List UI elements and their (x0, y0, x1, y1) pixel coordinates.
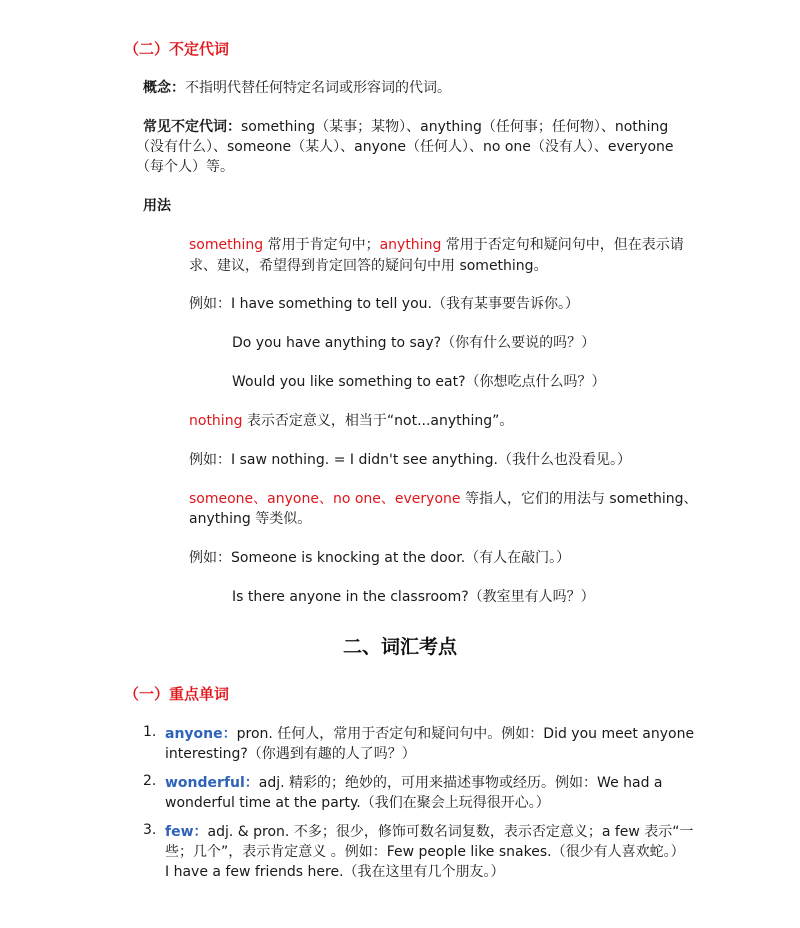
common-pronouns-text-1: something（某事；某物）、anything（任何事；任何物）、nothing (241, 119, 669, 135)
list-item-anyone-line-1 (165, 724, 694, 744)
example-label: 例如： (189, 296, 231, 312)
list-item-wonderful-line-2: wonderful time at the party.（我们在聚会上玩得很开心。） (165, 795, 550, 811)
list-number: 2. (143, 773, 157, 789)
rule-text-2: 常用于否定句和疑问句中，但在表示请 (441, 237, 684, 253)
vocab-word: few (165, 824, 194, 840)
keyword-anything: anything (379, 237, 442, 253)
section-heading-indefinite-pronouns: （二）不定代词 (124, 40, 230, 58)
concept-paragraph (143, 78, 451, 98)
vocab-definition: adj. 精彩的；绝妙的，可用来描述事物或经历。例如：We had a (258, 775, 663, 791)
common-pronouns-label: 常见不定代词： (143, 119, 241, 135)
section-title-vocabulary: 二、词汇考点 (342, 636, 457, 658)
sub-heading-key-words: （一）重点单词 (124, 685, 230, 703)
example-label: 例如： (189, 452, 231, 468)
common-pronouns-line-2: （没有什么）、someone（某人）、anyone（任何人）、no one（没有人）、everyone (136, 139, 674, 155)
vocab-colon: ： (244, 775, 259, 791)
example-2 (189, 450, 631, 470)
rule-text-1: 常用于肯定句中； (263, 237, 380, 253)
list-item-few-line-1 (165, 822, 694, 842)
vocab-word: anyone (165, 726, 223, 742)
keyword-something: something (189, 237, 264, 253)
rule-nothing-text: 表示否定意义，相当于“not...anything”。 (242, 413, 514, 429)
concept-label: 概念： (143, 80, 185, 96)
rule-people-pronouns-line-2: anything 等类似。 (189, 511, 312, 527)
list-item-wonderful-line-1 (165, 773, 663, 793)
example-3-line-1 (189, 548, 570, 568)
usage-label: 用法 (143, 198, 171, 214)
list-item-few-line-2: 些；几个”，表示肯定意义 。例如：Few people like snakes.（很少有人喜欢蛇。） (165, 844, 685, 860)
example-sentence: I saw nothing. = I didn't see anything.（我什么也没看见。） (231, 452, 631, 468)
list-item-few-line-3: I have a few friends here.（我在这里有几个朋友。） (165, 864, 505, 880)
keyword-people-pronouns: someone、anyone、no one、everyone (189, 491, 461, 507)
example-sentence: Someone is knocking at the door.（有人在敲门。） (231, 550, 571, 566)
concept-text: 不指明代替任何特定名词或形容词的代词。 (185, 80, 451, 96)
rule-something-anything-line-2: 求、建议，希望得到肯定回答的疑问句中用 something。 (189, 258, 548, 274)
example-3-line-2: Is there anyone in the classroom?（教室里有人吗？） (232, 589, 595, 605)
example-1-line-1 (189, 294, 579, 314)
vocab-colon: ： (222, 726, 237, 742)
example-sentence: I have something to tell you.（我有某事要告诉你。） (231, 296, 579, 312)
vocab-definition: pron. 任何人，常用于否定句和疑问句中。例如：Did you meet anyone (236, 726, 695, 742)
example-label: 例如： (189, 550, 231, 566)
list-number: 1. (143, 724, 157, 740)
common-pronouns-line-3: （每个人）等。 (136, 159, 234, 175)
rule-nothing (189, 411, 513, 431)
common-pronouns-line-1 (143, 117, 668, 137)
keyword-nothing: nothing (189, 413, 243, 429)
vocab-definition: adj. & pron. 不多；很少，修饰可数名词复数，表示否定意义；a few 表示“一 (207, 824, 694, 840)
vocab-word: wonderful (165, 775, 245, 791)
rule-people-pronouns-line-1 (189, 489, 698, 509)
rule-people-text: 等指人，它们的用法与 something、 (460, 491, 698, 507)
list-number: 3. (143, 822, 157, 838)
rule-something-anything-line-1 (189, 235, 684, 255)
vocab-colon: ： (193, 824, 208, 840)
list-item-anyone-line-2: interesting?（你遇到有趣的人了吗？） (165, 746, 416, 762)
example-1-line-2: Do you have anything to say?（你有什么要说的吗？） (232, 335, 596, 351)
example-1-line-3: Would you like something to eat?（你想吃点什么吗？） (232, 374, 606, 390)
